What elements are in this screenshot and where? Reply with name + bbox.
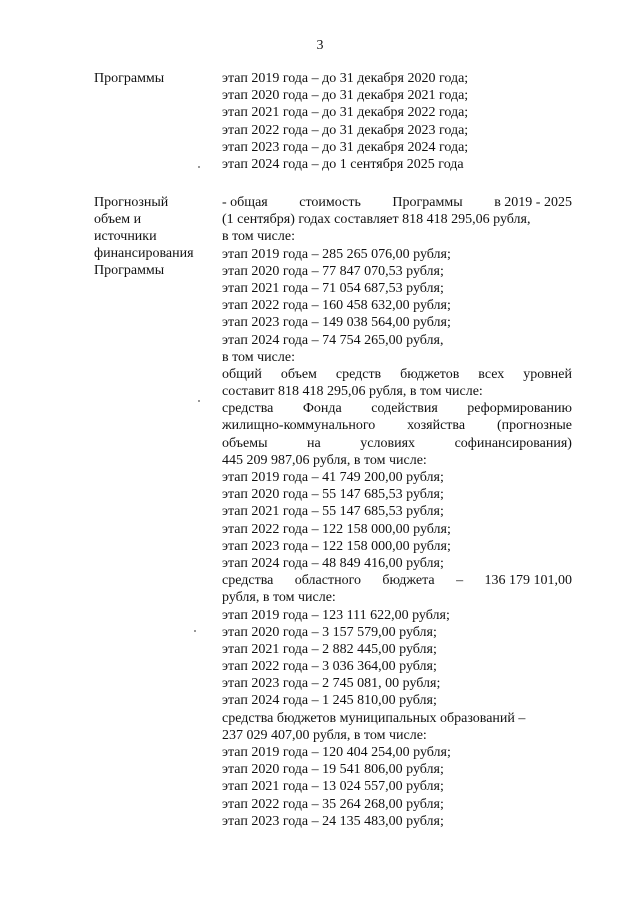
- text-line: этап 2020 года – 3 157 579,00 рубля;: [222, 624, 437, 640]
- text-line: этап 2019 года – 285 265 076,00 рубля;: [222, 246, 451, 262]
- text-line: этап 2021 года – 55 147 685,53 рубля;: [222, 504, 444, 520]
- text-line: [222, 435, 572, 452]
- scan-speck: [194, 630, 196, 632]
- label-line: финансирования: [94, 246, 194, 261]
- text-line: этап 2023 года – 2 745 081, 00 рубля;: [222, 676, 441, 692]
- text-line: этап 2019 года – 123 111 622,00 рубля;: [222, 607, 450, 623]
- text-line: [222, 572, 572, 589]
- label-line: Программы: [94, 263, 165, 278]
- text-line: этап 2023 года – до 31 декабря 2024 года;: [222, 139, 469, 155]
- text-line: этап 2022 года – 35 264 268,00 рубля;: [222, 796, 444, 812]
- word: Фонда: [302, 401, 342, 417]
- word: жилищно-коммунального: [222, 418, 376, 434]
- label-line: Прогнозный: [94, 195, 169, 210]
- text-line: этап 2021 года – 13 024 557,00 рубля;: [222, 779, 444, 795]
- text-line: этап 2022 года – 122 158 000,00 рубля;: [222, 521, 451, 537]
- text-line: [222, 400, 572, 417]
- text-line: этап 2022 года – до 31 декабря 2023 года;: [222, 122, 469, 138]
- word: общий: [222, 366, 262, 382]
- text-line: этап 2024 года – 48 849 416,00 рубля;: [222, 555, 444, 571]
- word: содействия: [371, 401, 438, 417]
- text-line: [222, 366, 572, 383]
- financing-details-list: [222, 194, 572, 830]
- word: –: [456, 573, 464, 589]
- program-stages-list: [222, 70, 572, 173]
- word: средств: [335, 366, 382, 382]
- word: бюджетов: [400, 366, 460, 382]
- word: областного: [294, 573, 361, 589]
- label-line: Программы: [94, 71, 165, 86]
- text-line: этап 2020 года – 77 847 070,53 рубля;: [222, 263, 444, 279]
- text-line: этап 2024 года – 1 245 810,00 рубля;: [222, 693, 437, 709]
- text-line: этап 2024 года – до 1 сентября 2025 года: [222, 156, 464, 172]
- text-line: 237 029 407,00 рубля, в том числе:: [222, 727, 427, 743]
- text-line: (1 сентября) годах составляет 818 418 295,06 рубля,: [222, 212, 531, 228]
- word: (прогнозные: [496, 418, 572, 434]
- label-line: объем и: [94, 212, 142, 227]
- section-label-financing: [94, 194, 194, 279]
- text-line: [222, 417, 572, 434]
- word: всех: [478, 366, 505, 382]
- text-line: этап 2019 года – до 31 декабря 2020 года;: [222, 71, 469, 86]
- scan-speck: [198, 400, 200, 402]
- text-line: 445 209 987,06 рубля, в том числе:: [222, 452, 427, 468]
- word: объемы: [222, 435, 268, 451]
- text-line: составит 818 418 295,06 рубля, в том числе:: [222, 384, 483, 400]
- label-line: источники: [94, 229, 157, 244]
- text-line: этап 2023 года – 24 135 483,00 рубля;: [222, 813, 444, 829]
- text-line: этап 2019 года – 41 749 200,00 рубля;: [222, 470, 444, 485]
- text-line: этап 2020 года – 19 541 806,00 рубля;: [222, 762, 444, 778]
- page-number: 3: [316, 38, 324, 53]
- text-line: рубля, в том числе:: [222, 590, 336, 606]
- text-line: [222, 194, 572, 211]
- word: софинансирования): [454, 435, 572, 451]
- text-line: этап 2022 года – 160 458 632,00 рубля;: [222, 298, 451, 314]
- word: 136 179 101,00: [484, 573, 572, 589]
- word: средства: [222, 573, 274, 589]
- word: на: [307, 435, 321, 451]
- text-line: этап 2021 года – 71 054 687,53 рубля;: [222, 280, 444, 296]
- text-line: этап 2020 года – 55 147 685,53 рубля;: [222, 487, 444, 503]
- text-line: этап 2020 года – до 31 декабря 2021 года;: [222, 88, 469, 104]
- word: объем: [280, 366, 317, 382]
- text-line: в том числе:: [222, 349, 295, 365]
- word: бюджета: [382, 573, 435, 589]
- word: реформированию: [467, 401, 572, 417]
- word: в 2019 - 2025: [494, 195, 572, 210]
- section-label-program-stages: [94, 70, 164, 87]
- word: хозяйства: [407, 418, 466, 434]
- text-line: этап 2023 года – 122 158 000,00 рубля;: [222, 538, 451, 554]
- text-line: в том числе:: [222, 229, 295, 245]
- word: Программы: [392, 195, 463, 210]
- text-line: этап 2019 года – 120 404 254,00 рубля;: [222, 745, 451, 760]
- word: условиях: [360, 435, 416, 451]
- text-line: этап 2023 года – 149 038 564,00 рубля;: [222, 315, 451, 331]
- scan-speck: [198, 166, 200, 168]
- word: уровней: [523, 366, 572, 382]
- text-line: этап 2021 года – 2 882 445,00 рубля;: [222, 641, 437, 657]
- text-line: этап 2021 года – до 31 декабря 2022 года;: [222, 105, 469, 121]
- word: стоимость: [299, 195, 361, 210]
- text-line: этап 2024 года – 74 754 265,00 рубля,: [222, 332, 444, 348]
- word: средства: [222, 401, 274, 417]
- word: - общая: [222, 195, 268, 210]
- text-line: этап 2022 года – 3 036 364,00 рубля;: [222, 659, 437, 675]
- text-line: средства бюджетов муниципальных образований –: [222, 710, 526, 726]
